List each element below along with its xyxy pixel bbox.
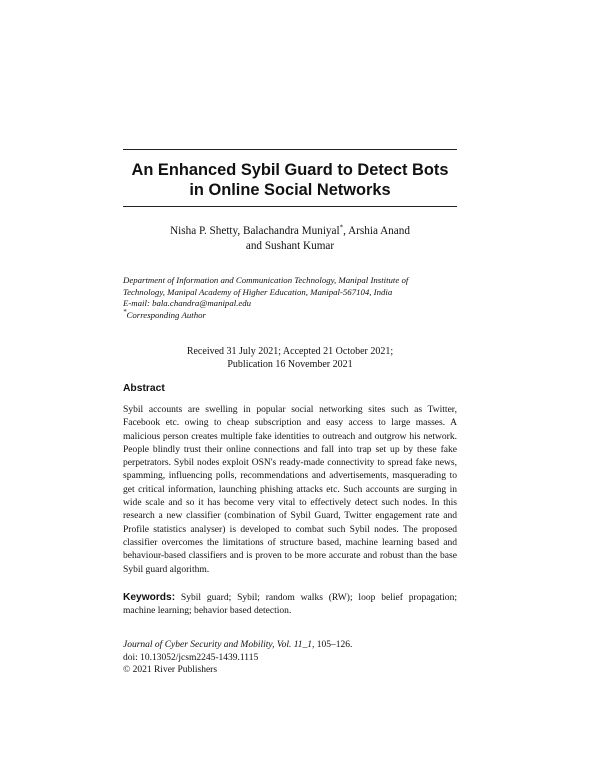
publication-date: Publication 16 November 2021	[227, 359, 353, 370]
authors-names-first: Nisha P. Shetty, Balachandra Muniyal	[170, 225, 340, 237]
corresponding-note	[123, 307, 457, 322]
title-line-2: in Online Social Networks	[189, 181, 391, 199]
abstract-text: Sybil accounts are swelling in popular social networking sites such as Twitter, Facebook etc. owing to cheap subscription and easy access to large masses. A malicious person creates multiple fake identities to outreach and outgrow his network. People blindly trust their online connections and fall into trap set up by these fake perpetrators. Sybil nodes exploit OSN's ready-made connectivity to spread fake news, spamming, influencing polls, recommendations and advertisements, masquerading to get critical information, launching phishing attacks etc. Such accounts are surging in wide scale and so it has become very vital to effectively detect such nodes. In this research a new classifier (combination of Sybil Guard, Twitter engagement rate and Profile statistics analyser) is developed to combat such Sybil nodes. The proposed classifier overcomes the limitations of structure based, machine learning based and behaviour-based classifiers and is proven to be more accurate and robust than the base Sybil guard algorithm.	[123, 404, 457, 575]
journal-name: Journal of Cyber Security and Mobility, Vol. 11_1,	[123, 640, 315, 650]
publication-dates	[123, 345, 457, 371]
title-line-1: An Enhanced Sybil Guard to Detect Bots	[131, 161, 449, 179]
corresponding-note-text: Corresponding Author	[126, 309, 206, 320]
keywords-text: Sybil guard; Sybil; random walks (RW); loop belief propagation; machine learning; behavior based detection.	[123, 592, 457, 617]
affiliation-block	[123, 275, 457, 321]
author-list	[123, 224, 457, 254]
affiliation-line-1: Department of Information and Communication Technology, Manipal Institute of	[123, 275, 409, 285]
corresponding-note-mark: *	[123, 307, 127, 316]
doi: doi: 10.13052/jcsm2245-1439.1115	[123, 652, 259, 663]
paper-title	[123, 160, 457, 200]
title-top-rule	[123, 149, 457, 150]
journal-footer	[123, 639, 457, 677]
authors-line-1	[123, 224, 457, 239]
copyright: © 2021 River Publishers	[123, 665, 218, 676]
keywords-label: Keywords:	[123, 592, 176, 603]
journal-citation	[123, 639, 457, 652]
authors-names-rest: , Arshia Anand	[343, 225, 410, 237]
keywords	[123, 591, 457, 618]
title-bottom-rule	[123, 206, 457, 207]
author-email: E-mail: bala.chandra@manipal.edu	[123, 298, 252, 309]
authors-line-2: and Sushant Kumar	[245, 240, 335, 252]
received-accepted-dates: Received 31 July 2021; Accepted 21 October 2021;	[186, 346, 394, 357]
corresponding-author-mark: *	[339, 223, 344, 232]
abstract-heading: Abstract	[123, 383, 165, 394]
affiliation-line-2: Technology, Manipal Academy of Higher Education, Manipal-567104, India	[123, 286, 393, 297]
journal-pages: 105–126.	[314, 640, 353, 650]
